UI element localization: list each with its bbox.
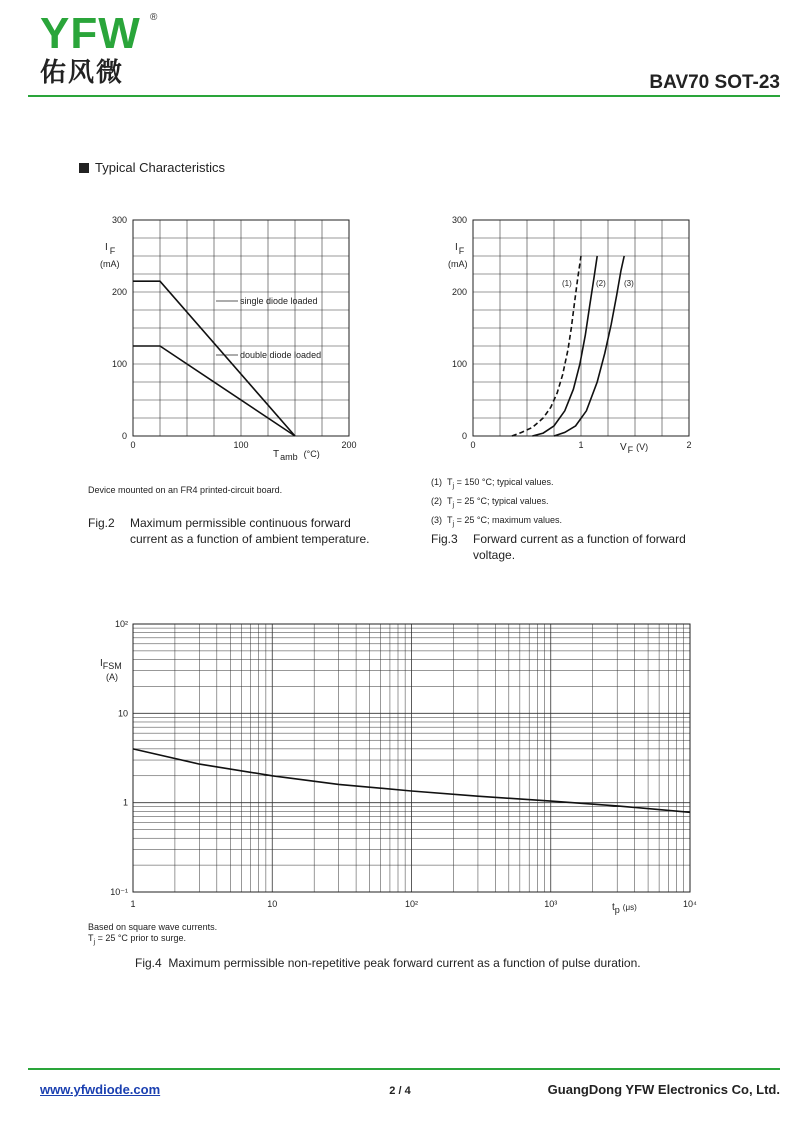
fig3-curve-label-1: (1) bbox=[562, 279, 572, 288]
y-tick-label: 100 bbox=[111, 359, 127, 369]
y-tick-label: 200 bbox=[451, 287, 467, 297]
x-tick-label: 1 bbox=[578, 440, 584, 450]
y-tick-label: 300 bbox=[111, 215, 127, 225]
x-tick-label: 10³ bbox=[544, 899, 558, 909]
section-title-text: Typical Characteristics bbox=[95, 160, 226, 175]
fig2-number: Fig.2 bbox=[88, 516, 115, 530]
fig2-chart bbox=[80, 210, 380, 465]
fig4-caption: Maximum permissible non-repetitive peak forward current as a function of pulse duration. bbox=[168, 956, 641, 970]
model-title: BAV70 SOT-23 bbox=[649, 72, 780, 93]
fig4-y-label: IFSM bbox=[100, 658, 122, 671]
fig2-annotation-double: double diode loaded bbox=[240, 350, 322, 360]
registered-mark: ® bbox=[150, 12, 158, 23]
x-tick-label: 200 bbox=[341, 440, 357, 450]
fig2-note: Device mounted on an FR4 printed-circuit board. bbox=[88, 485, 283, 495]
square-bullet-icon bbox=[79, 163, 89, 173]
fig3-caption: Forward current as a function of forward voltage. bbox=[473, 532, 686, 562]
fig4-note bbox=[88, 922, 217, 948]
y-tick-label: 300 bbox=[451, 215, 467, 225]
website-link[interactable]: www.yfwdiode.com bbox=[40, 1082, 161, 1097]
fig3-curve-label-2: (2) bbox=[596, 279, 606, 288]
x-tick-label: 1 bbox=[130, 899, 136, 909]
fig4-number: Fig.4 bbox=[135, 956, 162, 970]
fig3-note-3: (3) $T_j = 25$ °C; maximum values. bbox=[431, 514, 562, 528]
y-tick-label: 0 bbox=[121, 431, 127, 441]
fig2-caption: Maximum permissible continuous forward current as a function of ambient temperature. bbox=[130, 516, 370, 546]
fig3-chart bbox=[420, 210, 720, 465]
footer-rule bbox=[28, 1068, 780, 1070]
fig2-y-label: I F bbox=[105, 242, 116, 256]
fig4-y-unit: (A) bbox=[106, 672, 118, 682]
y-tick-label: 1 bbox=[122, 797, 128, 808]
fig3-notes bbox=[431, 475, 562, 531]
x-tick-label: 2 bbox=[686, 440, 692, 450]
fig4-caption-line bbox=[135, 955, 641, 971]
fig3-y-label: IF bbox=[455, 242, 465, 256]
y-tick-label: 100 bbox=[451, 359, 467, 369]
header-rule bbox=[28, 95, 780, 97]
y-tick-label: 10 bbox=[117, 708, 128, 719]
y-tick-label: 200 bbox=[111, 287, 127, 297]
fig3-note-2: (2) $T_j = 25$ °C; typical values. bbox=[431, 495, 549, 509]
fig3-curve-label-3: (3) bbox=[624, 279, 634, 288]
y-tick-label: 0 bbox=[461, 431, 467, 441]
fig4-note-line2: $T_j = 25$ °C prior to surge. bbox=[88, 933, 186, 946]
fig2-grid bbox=[133, 220, 349, 436]
logo-chinese: 佑风微 bbox=[40, 58, 125, 88]
page-number: 2 / 4 bbox=[389, 1085, 411, 1097]
fig2-x-label: Tamb (°C) bbox=[273, 449, 320, 462]
fig3-x-label: VF (V) bbox=[620, 442, 649, 455]
fig3-ticks bbox=[452, 215, 692, 450]
fig3-y-unit: (mA) bbox=[448, 259, 468, 269]
fig2-ticks bbox=[112, 215, 357, 450]
y-tick-label: 10² bbox=[114, 619, 128, 629]
fig3-grid bbox=[473, 220, 689, 436]
x-tick-label: 100 bbox=[233, 440, 249, 450]
fig4-chart bbox=[80, 612, 720, 917]
x-tick-label: 0 bbox=[130, 440, 136, 450]
section-title bbox=[79, 160, 225, 175]
x-tick-label: 10² bbox=[404, 899, 419, 909]
company-name: GuangDong YFW Electronics Co, Ltd. bbox=[547, 1082, 780, 1097]
x-tick-label: 10⁴ bbox=[683, 899, 697, 909]
fig4-x-label: tp $^{(\mu s)}$ bbox=[612, 902, 637, 915]
x-tick-label: 10 bbox=[267, 899, 278, 909]
fig4-note-line1: Based on square wave currents. bbox=[88, 922, 218, 932]
fig3-note-1: (1) $T_j = 150$ °C; typical values. bbox=[431, 477, 554, 490]
fig4-grid bbox=[133, 624, 690, 892]
fig2-y-unit: (mA) bbox=[100, 259, 120, 269]
fig2-annotation-single: single diode loaded bbox=[240, 296, 318, 306]
fig3-number: Fig.3 bbox=[431, 532, 458, 546]
y-tick-label: 10⁻¹ bbox=[110, 887, 128, 897]
x-tick-label: 0 bbox=[470, 440, 476, 450]
logo-text: YFW bbox=[40, 9, 141, 58]
